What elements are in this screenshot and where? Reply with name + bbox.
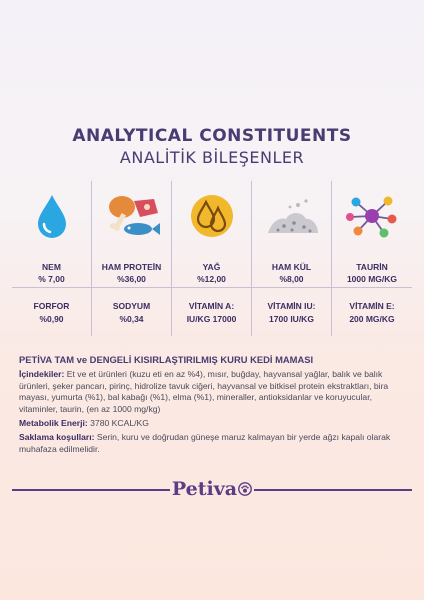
cell-yag xyxy=(172,181,252,287)
cell-ham-protein xyxy=(92,181,172,287)
meat-fish-icon xyxy=(102,193,162,239)
storage-section xyxy=(19,432,409,455)
ingredients-label: İçindekiler: xyxy=(19,369,65,380)
cell-value: 1700 IU/KG xyxy=(269,313,314,324)
cell-ham-kul xyxy=(252,181,332,287)
cell-value: %0,34 xyxy=(119,313,144,324)
footer-bar-right xyxy=(254,489,412,491)
product-heading xyxy=(19,354,409,365)
brand-name: PETİVA xyxy=(19,354,52,365)
cell-value: %8,00 xyxy=(279,274,304,284)
cell-label: VİTAMİN IU: xyxy=(267,300,316,311)
cell-label: NEM xyxy=(42,262,61,272)
cell-value: 200 MG/KG xyxy=(349,313,395,324)
oil-drops-icon xyxy=(182,193,242,239)
cell-value: %12,00 xyxy=(197,274,226,284)
cell-vitamin-iu xyxy=(252,288,332,336)
cell-vitamin-e xyxy=(332,288,412,336)
cell-vitamin-a xyxy=(172,288,252,336)
title-english: ANALYTICAL CONSTITUENTS xyxy=(72,126,352,146)
cell-label: SODYUM xyxy=(112,300,151,311)
cell-value: %36,00 xyxy=(117,274,146,284)
product-name: TAM ve DENGELİ KISIRLAŞTIRILMIŞ KURU KEDİ MAMASI xyxy=(54,354,314,365)
constituents-row-2 xyxy=(12,288,412,336)
cell-value: % 7,00 xyxy=(38,274,65,284)
product-description xyxy=(19,354,409,458)
cell-label: HAM PROTEİN xyxy=(101,262,162,272)
cell-value: %0,90 xyxy=(39,313,64,324)
cell-sodyum xyxy=(92,288,172,336)
paw-icon xyxy=(238,482,252,496)
ingredients-text: Et ve et ürünleri (kuzu eti en az %4), mısır, buğday, hayvansal yağlar, balık ve balık ürünleri, şeker pancarı, pirinç, hidrolize tavuk ciğeri, hayvansal ve bitkisel protein ekstraktları, bira mayası, yumurta (%1), bal kabağı (%1), elma (%1), mineraller, antioksidanlar ve koruyucular, vitaminler, taurin, (en az 1000 mg/kg) xyxy=(19,369,389,414)
title-block xyxy=(0,126,424,167)
ingredients-section xyxy=(19,369,409,415)
cell-taurin xyxy=(332,181,412,287)
cell-forfor xyxy=(12,288,92,336)
cell-label: TAURİN xyxy=(356,262,388,272)
title-turkish: ANALİTİK BİLEŞENLER xyxy=(119,148,305,167)
cell-value: 1000 MG/KG xyxy=(346,274,398,284)
storage-text: Serin, kuru ve doğrudan güneşe maruz kalmayan bir yerde ağzı kapalı olarak muhafaza edilmelidir. xyxy=(19,432,391,454)
cell-label: HAM KÜL xyxy=(271,262,312,272)
logo-text: Petiva xyxy=(171,478,238,500)
cell-label: VİTAMİN E: xyxy=(349,300,395,311)
constituents-row-1 xyxy=(12,181,412,287)
water-drop-icon xyxy=(22,193,82,239)
footer-bar-left xyxy=(12,489,170,491)
molecule-icon xyxy=(342,193,402,239)
petiva-logo xyxy=(162,476,262,502)
energy-text: 3780 KCAL/KG xyxy=(90,418,149,429)
cell-label: YAĞ xyxy=(202,262,221,272)
cell-label: VİTAMİN A: xyxy=(188,300,235,311)
cell-nem xyxy=(12,181,92,287)
constituents-table xyxy=(12,181,412,336)
cell-label: FORFOR xyxy=(33,300,70,311)
energy-label: Metabolik Enerji: xyxy=(19,418,88,429)
cell-value: IU/KG 17000 xyxy=(186,313,237,324)
ash-pile-icon xyxy=(262,193,322,239)
storage-label: Saklama koşulları: xyxy=(19,432,95,443)
energy-section xyxy=(19,418,409,429)
